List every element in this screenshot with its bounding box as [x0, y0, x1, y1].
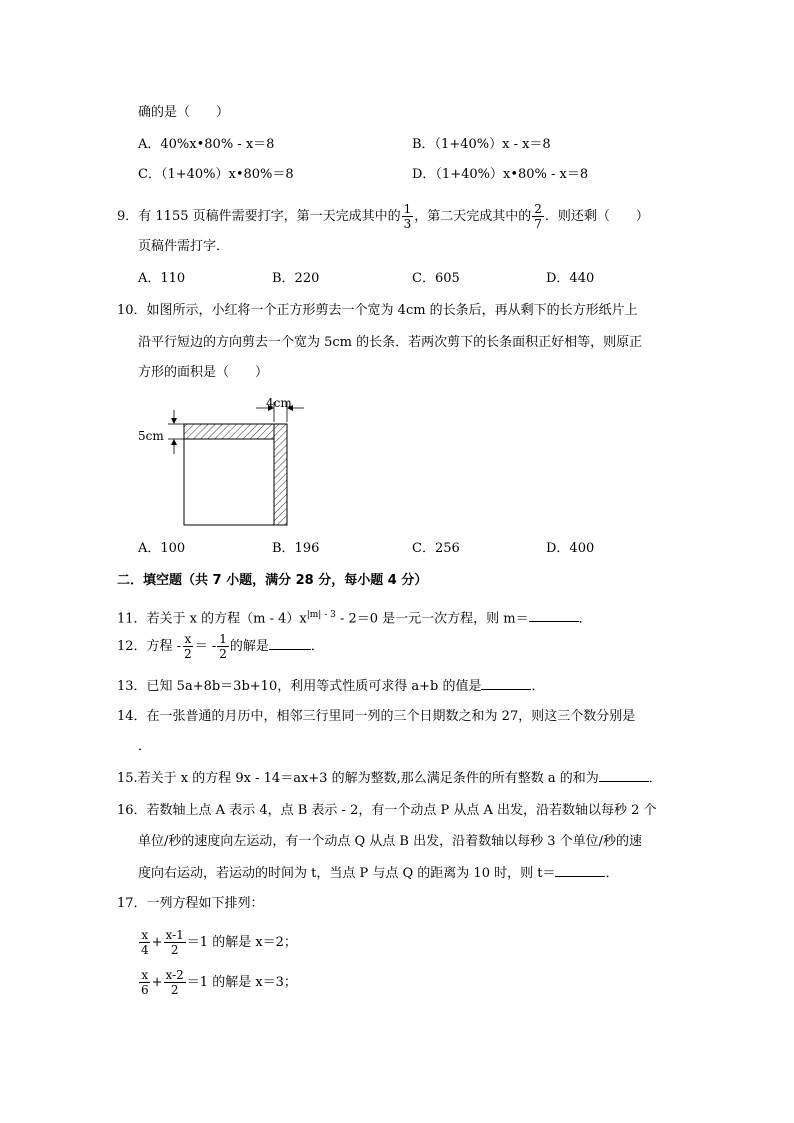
q12-fraction-1 — [182, 632, 194, 661]
q15-answer-blank[interactable] — [599, 769, 649, 782]
q14-line2: ． — [138, 739, 152, 754]
q9-f2-numerator: 2 — [534, 202, 542, 216]
q12-f1-numerator: x — [184, 632, 192, 646]
q17-e1-f1-numerator: x — [141, 928, 149, 942]
q9-text-3: ．则还剩（ ） — [544, 209, 649, 224]
q12-f2-numerator: 1 — [219, 632, 227, 646]
q17-e1-fraction-1 — [139, 928, 151, 957]
q17-e2-f2-numerator: x-2 — [165, 968, 184, 982]
q14-line1: 14．在一张普通的月历中，相邻三行里同一列的三个日期数之和为 27，则这三个数分别是 — [117, 709, 636, 724]
q10-option-c[interactable]: C．256 — [412, 541, 460, 556]
q10-option-d[interactable]: D．400 — [546, 541, 595, 556]
q9-option-c[interactable]: C．605 — [412, 271, 460, 286]
q11-text-2: - 2＝0 是一元一次方程，则 m＝ — [335, 611, 529, 627]
q8-option-c[interactable]: C．（1+40%）x•80%＝8 — [138, 167, 294, 182]
q17-e1-plus: + — [151, 935, 163, 950]
q16-text-3b: ． — [605, 866, 619, 881]
q12-f2-denominator: 2 — [219, 647, 227, 661]
q16-answer-blank[interactable] — [555, 864, 605, 877]
q17-e2-f2-denominator: 2 — [170, 983, 179, 997]
q10-stem-line2: 沿平行短边的方向剪去一个宽为 5cm 的长条．若两次剪下的长条面积正好相等，则原正 — [138, 335, 643, 350]
q10-option-b[interactable]: B．196 — [272, 541, 320, 556]
top-strip — [184, 424, 274, 439]
q12-text-4: ． — [310, 639, 324, 654]
q17-e2-fraction-1 — [139, 968, 151, 997]
right-strip — [274, 424, 287, 525]
q17-e2-plus: + — [151, 975, 163, 990]
q9-stem-line2: 页稿件需打字． — [138, 239, 230, 254]
q9-option-b[interactable]: B．220 — [272, 271, 320, 286]
q13-text-2: ． — [531, 679, 545, 694]
q12-text-3: 的解是 — [229, 639, 269, 654]
q9-f1-numerator: 1 — [403, 202, 412, 216]
q12-text-2: ＝ - — [194, 639, 217, 654]
q9-text-2: ，第二天完成其中的 — [414, 209, 532, 224]
remaining-rectangle — [184, 439, 274, 525]
q16-line2: 单位/秒的速度向左运动，有一个动点 Q 从点 B 出发，沿着数轴以每秒 3 个单位/秒的速 — [138, 834, 643, 849]
q15 — [117, 769, 662, 788]
q9-fraction-2 — [532, 202, 544, 231]
q12-answer-blank[interactable] — [269, 637, 311, 650]
q12-text-1: 12．方程 - — [117, 639, 182, 654]
q8-option-d[interactable]: D．（1+40%）x•80% - x＝8 — [412, 167, 589, 182]
q17-equation-2 — [138, 968, 297, 997]
q17-e2-fraction-2 — [164, 968, 186, 997]
q17-e1-f2-numerator: x-1 — [165, 928, 184, 942]
q13-answer-blank[interactable] — [481, 677, 531, 690]
section-title-fill-in: 二．填空题（共 7 小题，满分 28 分，每小题 4 分） — [117, 573, 428, 588]
q9-f1-denominator: 3 — [403, 217, 412, 231]
q9-option-d[interactable]: D．440 — [546, 271, 595, 286]
q11-text-1: 11．若关于 x 的方程（m - 4）x — [117, 611, 307, 627]
q11-text-3: ． — [578, 611, 592, 627]
q16-line1: 16．若数轴上点 A 表示 4，点 B 表示 - 2，有一个动点 P 从点 A 出发，沿若数轴以每秒 2 个 — [117, 803, 657, 818]
label-4cm: 4cm — [266, 396, 292, 410]
q17-equation-1 — [138, 928, 297, 957]
q11-exponent: |m| - 3 — [306, 610, 336, 620]
q17-e2-f1-denominator: 6 — [141, 983, 149, 997]
q17-line1: 17．一列方程如下排列： — [117, 896, 264, 911]
q12 — [117, 632, 324, 661]
q10-square-diagram — [134, 392, 314, 532]
q13 — [117, 677, 544, 696]
q9-option-a[interactable]: A．110 — [138, 271, 186, 286]
q9-f2-denominator: 7 — [534, 217, 542, 231]
q17-e2-f1-numerator: x — [141, 968, 149, 982]
q10-stem-line1: 10．如图所示，小红将一个正方形剪去一个宽为 4cm 的长条后，再从剩下的长方形纸片上 — [117, 303, 638, 318]
q12-fraction-2 — [217, 632, 229, 661]
q8-option-a[interactable]: A．40%x•80% - x＝8 — [138, 137, 275, 152]
q9-stem — [117, 202, 649, 231]
q9-text-1: 9．有 1155 页稿件需要打字，第一天完成其中的 — [117, 209, 401, 224]
q17-e1-f1-denominator: 4 — [141, 943, 149, 957]
q10-stem-line3: 方形的面积是（ ） — [138, 365, 269, 380]
label-5cm: 5cm — [138, 429, 164, 443]
q8-option-b[interactable]: B．（1+40%）x - x＝8 — [412, 137, 551, 152]
q12-f1-denominator: 2 — [184, 647, 192, 661]
q16-line3 — [138, 864, 618, 883]
q11-answer-blank[interactable] — [529, 609, 579, 622]
q17-e1-fraction-2 — [164, 928, 186, 957]
q15-text-1: 15.若关于 x 的方程 9x - 14＝ax+3 的解为整数,那么满足条件的所有整数 a 的和为 — [117, 771, 599, 786]
q15-text-2: ． — [648, 771, 662, 786]
q16-text-3a: 度向右运动，若运动的时间为 t，当点 P 与点 Q 的距离为 10 时，则 t＝ — [138, 866, 556, 881]
q17-e2-rest: ＝1 的解是 x＝3； — [186, 975, 297, 990]
q11 — [117, 606, 592, 628]
q17-e1-f2-denominator: 2 — [170, 943, 179, 957]
q8-continuation: 确的是（ ） — [138, 105, 230, 120]
q9-fraction-1 — [402, 202, 414, 231]
q13-text-1: 13．已知 5a+8b＝3b+10，利用等式性质可求得 a+b 的值是 — [117, 679, 482, 694]
q10-option-a[interactable]: A．100 — [138, 541, 186, 556]
q17-e1-rest: ＝1 的解是 x＝2； — [186, 935, 297, 950]
